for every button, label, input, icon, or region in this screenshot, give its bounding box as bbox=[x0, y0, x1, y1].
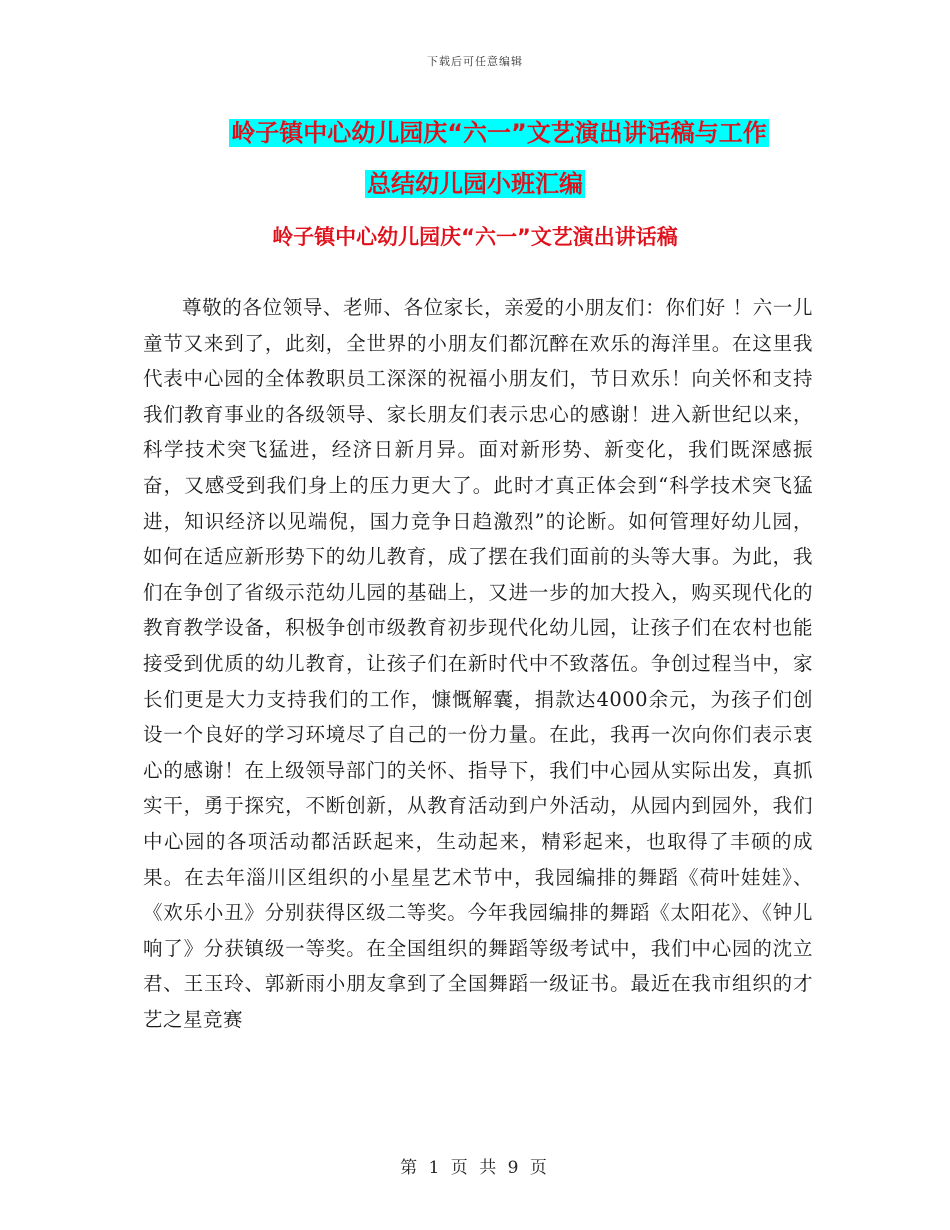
page-number-footer: 第 1 页 共 9 页 bbox=[400, 1158, 550, 1178]
page-header-note: 下载后可任意编辑 bbox=[427, 55, 523, 68]
document-title bbox=[0, 108, 950, 209]
document-title-line2 bbox=[0, 159, 950, 209]
title-line1-text: 岭子镇中心幼儿园庆“六一”文艺演出讲话稿与工作 bbox=[231, 119, 767, 147]
title-line2-text: 总结幼儿园小班汇编 bbox=[367, 170, 583, 198]
document-title-line1 bbox=[0, 108, 950, 158]
speech-body-paragraph: 尊敬的各位领导、老师、各位家长，亲爱的小朋友们：你们好 ！六一儿童节又来到了，此刻，全世界的小朋友们都沉醉在欢乐的海洋里。在这里我代表中心园的全体教职员工深深的祝福小朋友们，节日欢乐！向关怀和支持我们教育事业的各级领导、家长朋友们表示忠心的感谢！进入新世纪以来，科学技术突飞猛进，经济日新月异。面对新形势、新变化，我们既深感振奋，又感受到我们身上的压力更大了。此时才真正体会到“科学技术突飞猛进，知识经济以见端倪，国力竞争日趋激烈”的论断。如何管理好幼儿园，如何在适应新形势下的幼儿教育，成了摆在我们面前的头等大事。为此，我们在争创了省级示范幼儿园的基础上，又进一步的加大投入，购买现代化的教育教学设备，积极争创市级教育初步现代化幼儿园，让孩子们在农村也能接受到优质的幼儿教育，让孩子们在新时代中不致落伍。争创过程当中，家长们更是大力支持我们的工作，慷慨解囊，捐款达4000余元，为孩子们创设一个良好的学习环境尽了自己的一份力量。在此，我再一次向你们表示衷心的感谢！在上级领导部门的关怀、指导下，我们中心园从实际出发，真抓实干，勇于探究，不断创新，从教育活动到户外活动，从园内到园外，我们中心园的各项活动都活跃起来，生动起来，精彩起来，也取得了丰硕的成果。在去年淄川区组织的小星星艺术节中，我园编排的舞蹈《荷叶娃娃》、《欢乐小丑》分别获得区级二等奖。今年我园编排的舞蹈《太阳花》、《钟儿响了》分获镇级一等奖。在全国组织的舞蹈等级考试中，我们中心园的沈立君、王玉玲、郭新雨小朋友拿到了全国舞蹈一级证书。最近在我市组织的才艺之星竞赛 bbox=[143, 296, 813, 1031]
section-title: 岭子镇中心幼儿园庆“六一”文艺演出讲话稿 bbox=[272, 225, 678, 249]
